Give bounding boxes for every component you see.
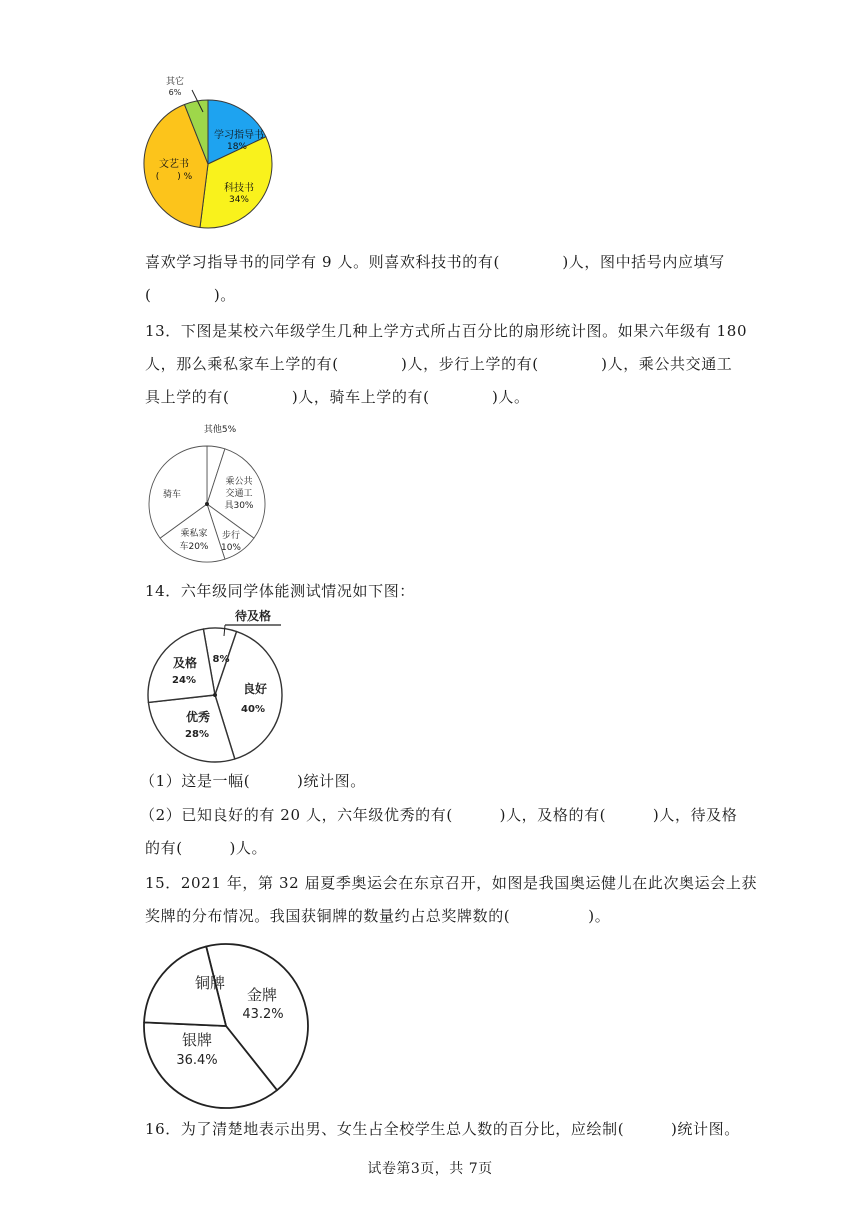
- q14-sub1: （1）这是一幅( )统计图。: [140, 772, 366, 790]
- pass-value: 24%: [172, 675, 196, 686]
- q13-line3: 具上学的有( )人，骑车上学的有( )人。: [145, 388, 530, 406]
- bronze-label: 铜牌: [194, 974, 226, 992]
- q14-intro: 14．六年级同学体能测试情况如下图：: [145, 582, 415, 600]
- literature-book-value: ( ) %: [155, 172, 193, 182]
- walk-label-1: 步行: [221, 531, 241, 541]
- q12-line1: 喜欢学习指导书的同学有 9 人。则喜欢科技书的有( )人，图中括号内应填写: [145, 253, 725, 271]
- gold-value: 43.2%: [242, 1007, 284, 1022]
- pass-label: 及格: [172, 656, 198, 670]
- page-footer: 试卷第3页，共 7页: [367, 1161, 493, 1177]
- good-label: 良好: [242, 682, 268, 696]
- q15-line2: 奖牌的分布情况。我国获铜牌的数量约占总奖牌数的( )。: [145, 907, 611, 925]
- q16-line1: 16．为了清楚地表示出男、女生占全校学生总人数的百分比，应绘制( )统计图。: [145, 1120, 740, 1138]
- q13-line2: 人，那么乘私家车上学的有( )人，步行上学的有( )人，乘公共交通工: [145, 355, 733, 373]
- commute-pie-chart: [145, 418, 275, 568]
- science-book-label: 科技书: [224, 183, 254, 194]
- car-label-2: 车20%: [179, 542, 209, 552]
- q12-line2: ( )。: [145, 286, 236, 304]
- good-value: 40%: [241, 704, 265, 715]
- fitness-test-pie-chart: [145, 603, 290, 768]
- q13-line1: 13．下图是某校六年级学生几种上学方式所占百分比的扇形统计图。如果六年级有 180: [145, 322, 748, 340]
- q14-sub2-line2: 的有( )人。: [145, 839, 268, 857]
- pie-center-dot: [213, 693, 217, 697]
- science-book-value: 34%: [228, 195, 250, 205]
- book-preference-pie-chart: [140, 70, 300, 240]
- literature-book-label: 文艺书: [159, 159, 189, 170]
- pie-center-dot: [205, 502, 209, 506]
- silver-label: 银牌: [181, 1031, 213, 1049]
- commute-other-label: 其他5%: [203, 425, 237, 435]
- bus-label-3: 具30%: [224, 501, 254, 511]
- silver-value: 36.4%: [176, 1053, 218, 1068]
- bus-label-2: 交通工: [225, 489, 253, 499]
- guide-book-label: 学习指导书: [214, 130, 264, 141]
- bike-label: 骑车: [162, 490, 182, 500]
- car-label-1: 乘私家: [180, 529, 208, 539]
- other-value: 6%: [168, 88, 182, 97]
- walk-label-2: 10%: [220, 543, 242, 553]
- gold-label: 金牌: [246, 986, 278, 1004]
- excellent-value: 28%: [185, 729, 209, 740]
- q14-sub2-line1: （2）已知良好的有 20 人，六年级优秀的有( )人，及格的有( )人，待及格: [140, 806, 738, 824]
- pending-value: 8%: [212, 654, 230, 665]
- bus-label-1: 乘公共: [225, 477, 253, 487]
- q15-line1: 15．2021 年，第 32 届夏季奥运会在东京召开，如图是我国奥运健儿在此次奥运会上获: [145, 874, 758, 892]
- olympic-medals-pie-chart: [140, 940, 320, 1105]
- guide-book-value: 18%: [226, 142, 248, 152]
- other-label: 其它: [165, 77, 185, 87]
- pending-label: 待及格: [234, 609, 272, 623]
- excellent-label: 优秀: [185, 710, 211, 724]
